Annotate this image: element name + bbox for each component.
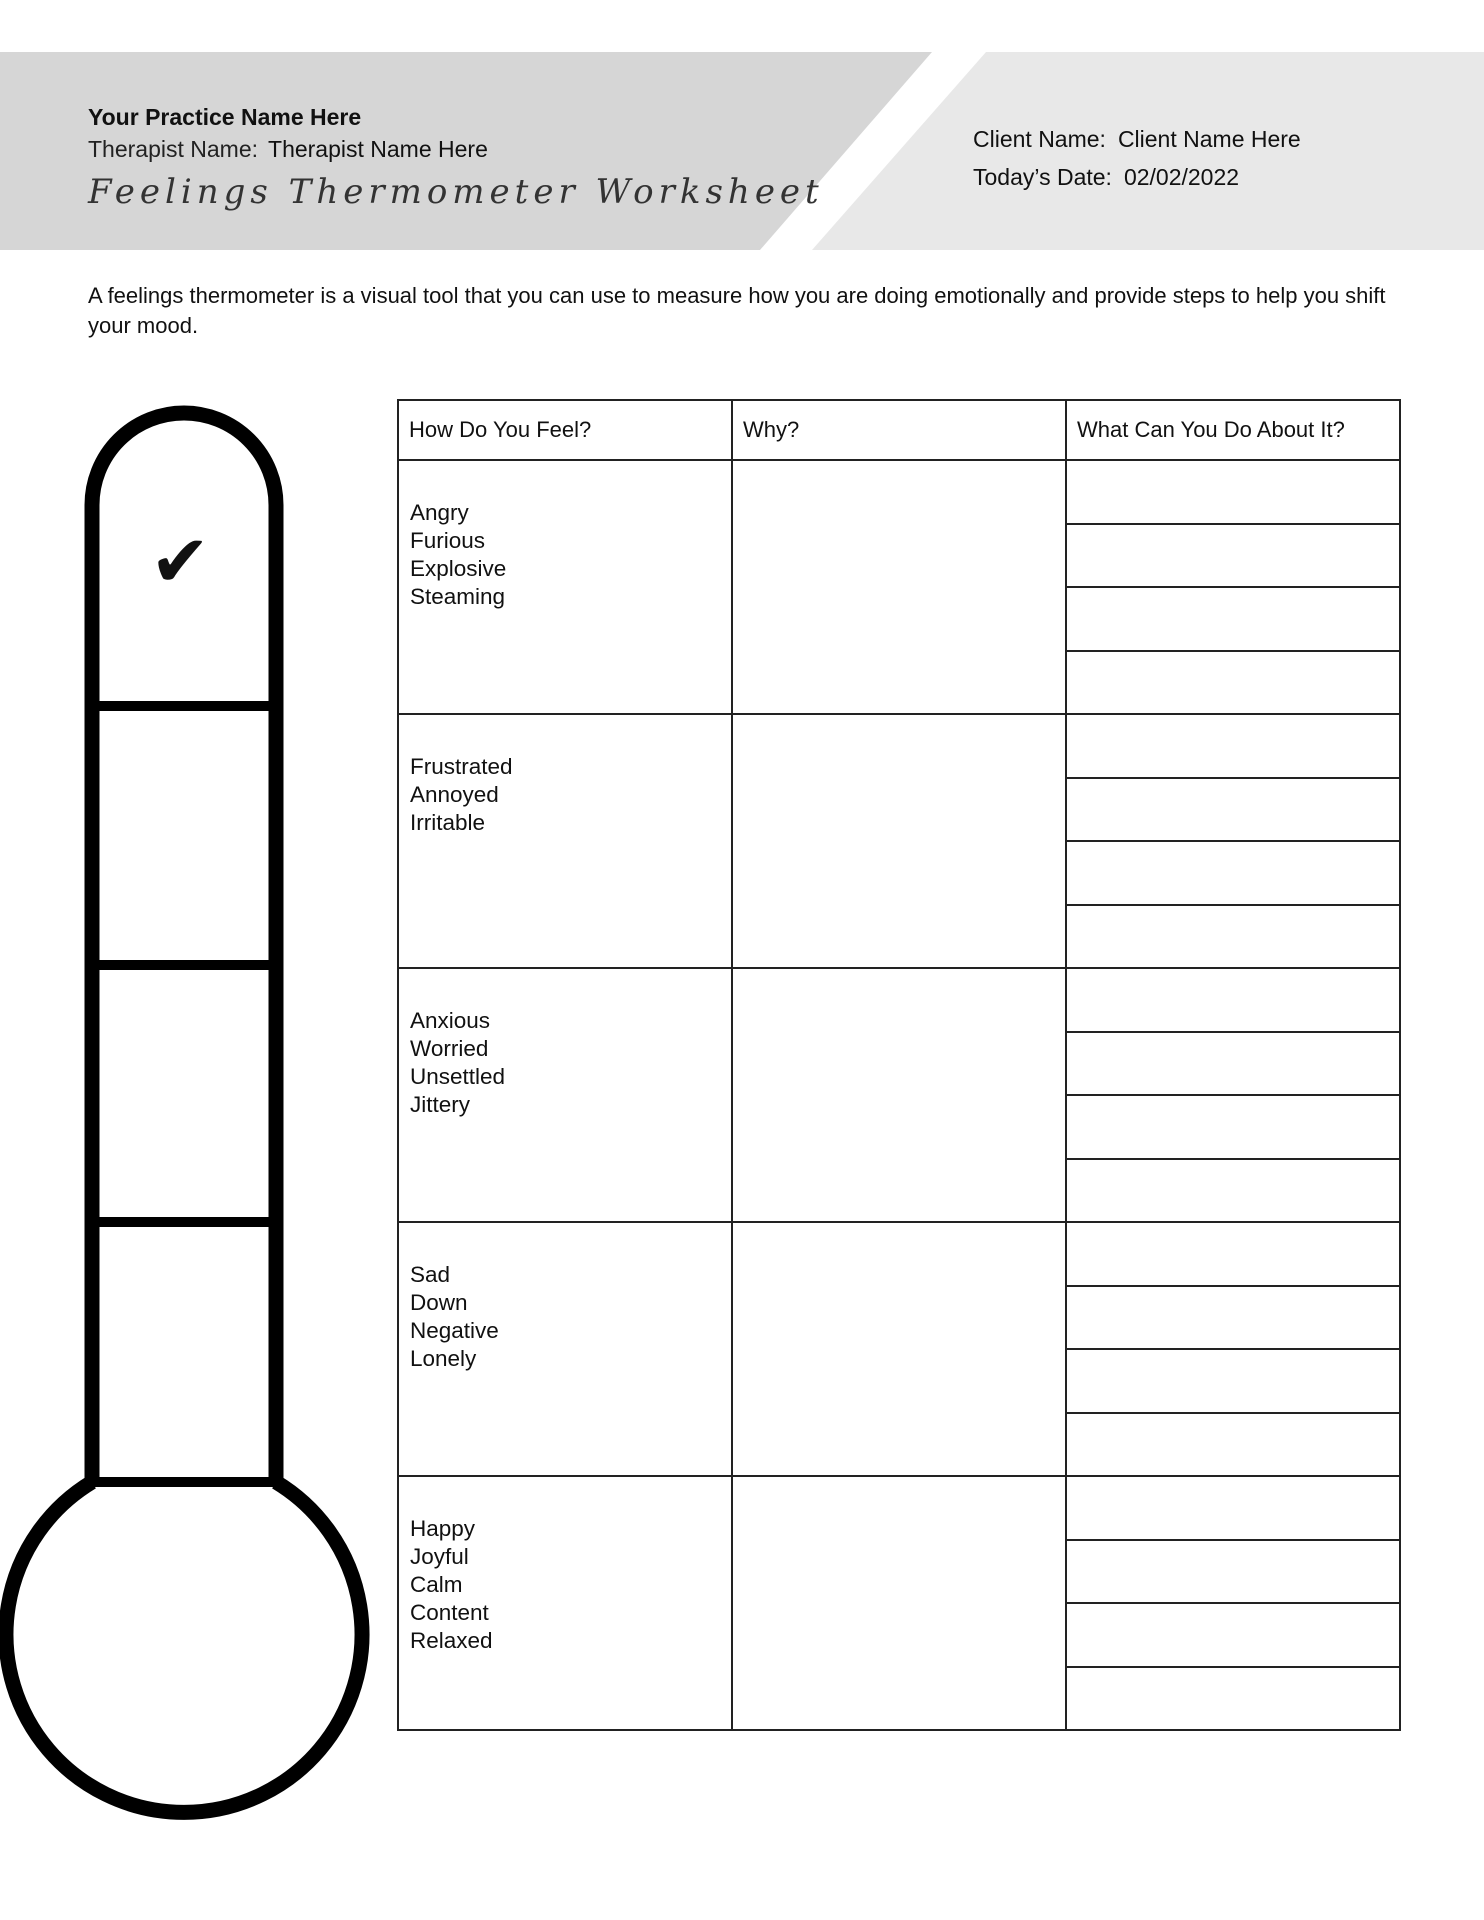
- why-cell[interactable]: [732, 1222, 1066, 1476]
- action-line[interactable]: [1067, 1033, 1399, 1097]
- feeling-word: Annoyed: [410, 782, 499, 807]
- why-cell[interactable]: [732, 968, 1066, 1222]
- action-cell: [1066, 1222, 1400, 1476]
- thermometer-icon: [0, 400, 380, 1830]
- table-row: [398, 1476, 1400, 1730]
- feeling-word: Negative: [410, 1318, 499, 1343]
- action-cell: [1066, 714, 1400, 968]
- action-line[interactable]: [1067, 588, 1399, 652]
- feelings-cell: [398, 714, 732, 968]
- action-line[interactable]: [1067, 842, 1399, 906]
- action-line[interactable]: [1067, 1223, 1399, 1287]
- action-line[interactable]: [1067, 1477, 1399, 1541]
- worksheet-title: Feelings Thermometer Worksheet: [88, 172, 824, 212]
- action-line[interactable]: [1067, 1604, 1399, 1668]
- feeling-word: Steaming: [410, 584, 506, 609]
- feeling-word: Sad: [410, 1262, 451, 1287]
- why-cell[interactable]: [732, 714, 1066, 968]
- action-line[interactable]: [1067, 779, 1399, 843]
- action-line[interactable]: [1067, 1414, 1399, 1476]
- action-line[interactable]: [1067, 715, 1399, 779]
- why-cell[interactable]: [732, 1476, 1066, 1730]
- feeling-word: Relaxed: [410, 1628, 493, 1653]
- feelings-cell: [398, 1476, 732, 1730]
- therapist-name: [88, 136, 488, 163]
- action-line[interactable]: [1067, 461, 1399, 525]
- table-row: [398, 968, 1400, 1222]
- therapist-value: Therapist Name Here: [268, 136, 488, 162]
- action-line[interactable]: [1067, 525, 1399, 589]
- feeling-word: Calm: [410, 1572, 463, 1597]
- checkmark-icon: ✔: [150, 519, 211, 603]
- date-label: Today’s Date:: [973, 164, 1112, 190]
- feeling-word: Happy: [410, 1516, 476, 1541]
- header-what-can-you-do: What Can You Do About It?: [1066, 400, 1400, 460]
- action-line[interactable]: [1067, 906, 1399, 968]
- header-how-do-you-feel: How Do You Feel?: [398, 400, 732, 460]
- feeling-word: Irritable: [410, 810, 486, 835]
- action-line[interactable]: [1067, 1287, 1399, 1351]
- action-cell: [1066, 460, 1400, 714]
- feeling-word: Lonely: [410, 1346, 477, 1371]
- action-line[interactable]: [1067, 652, 1399, 714]
- client-label: Client Name:: [973, 126, 1106, 152]
- action-cell: [1066, 1476, 1400, 1730]
- action-line[interactable]: [1067, 1160, 1399, 1222]
- action-line[interactable]: [1067, 969, 1399, 1033]
- action-line[interactable]: [1067, 1668, 1399, 1730]
- feeling-word: Angry: [410, 500, 469, 525]
- action-line[interactable]: [1067, 1350, 1399, 1414]
- action-line[interactable]: [1067, 1541, 1399, 1605]
- intro-text: A feelings thermometer is a visual tool that you can use to measure how you are doing emotionally and provide steps to help you shift your mood.: [88, 283, 1386, 338]
- feeling-word: Down: [410, 1290, 468, 1315]
- table-row: [398, 714, 1400, 968]
- table-row: [398, 460, 1400, 714]
- feeling-word: Furious: [410, 528, 486, 553]
- therapist-label: Therapist Name:: [88, 136, 259, 162]
- action-line[interactable]: [1067, 1096, 1399, 1160]
- feelings-table: [397, 399, 1401, 1731]
- feeling-word: Unsettled: [410, 1064, 506, 1089]
- client-name: [973, 126, 1301, 153]
- feeling-word: Jittery: [410, 1092, 471, 1117]
- action-cell: [1066, 968, 1400, 1222]
- feelings-cell: [398, 1222, 732, 1476]
- table-header-row: [398, 400, 1400, 460]
- practice-name: Your Practice Name Here: [88, 104, 362, 130]
- date-value: 02/02/2022: [1123, 164, 1240, 190]
- why-cell[interactable]: [732, 460, 1066, 714]
- feelings-cell: [398, 968, 732, 1222]
- feeling-word: Frustrated: [410, 754, 513, 779]
- header-why: Why?: [732, 400, 1066, 460]
- table-row: [398, 1222, 1400, 1476]
- todays-date: [973, 164, 1239, 191]
- feeling-word: Explosive: [410, 556, 507, 581]
- feelings-cell: [398, 460, 732, 714]
- client-value: Client Name Here: [1117, 126, 1301, 152]
- feeling-word: Anxious: [410, 1008, 491, 1033]
- feeling-word: Worried: [410, 1036, 489, 1061]
- feeling-word: Content: [410, 1600, 489, 1625]
- feeling-word: Joyful: [410, 1544, 469, 1569]
